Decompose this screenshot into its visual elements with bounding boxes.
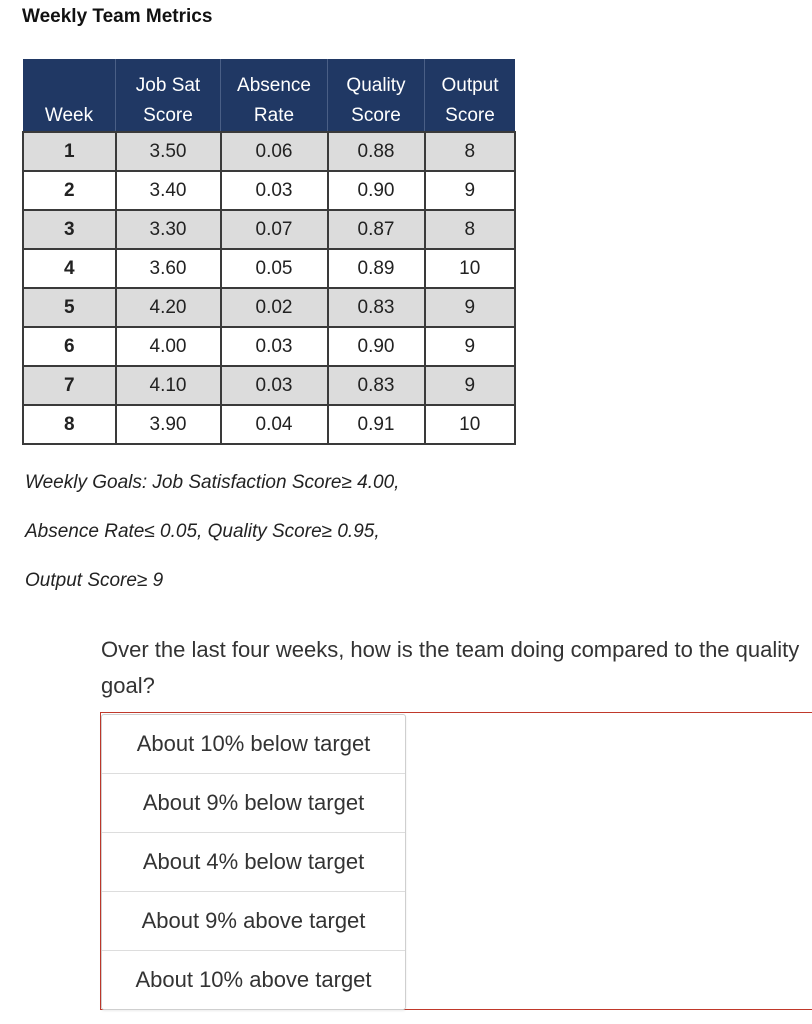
- goals-line-2: Absence Rate≤ 0.05, Quality Score≥ 0.95,: [25, 521, 380, 542]
- cell-absence: 0.04: [221, 405, 328, 444]
- cell-absence: 0.05: [221, 249, 328, 288]
- page-title: Weekly Team Metrics: [22, 6, 213, 27]
- cell-week: 7: [23, 366, 116, 405]
- goals-line-3: Output Score≥ 9: [25, 570, 164, 591]
- cell-output: 8: [425, 132, 516, 171]
- answer-option-9-above[interactable]: About 9% above target: [102, 891, 405, 950]
- table-row: [23, 288, 515, 327]
- cell-job-sat: 3.50: [116, 132, 221, 171]
- cell-week: 1: [23, 132, 116, 171]
- cell-week: 4: [23, 249, 116, 288]
- cell-job-sat: 4.00: [116, 327, 221, 366]
- cell-week: 5: [23, 288, 116, 327]
- cell-output: 8: [425, 210, 516, 249]
- table-header-row: [23, 59, 515, 132]
- answer-options: [101, 714, 406, 1010]
- cell-quality: 0.90: [328, 327, 425, 366]
- answer-option-4-below[interactable]: About 4% below target: [102, 832, 405, 891]
- cell-output: 9: [425, 171, 516, 210]
- table-row: [23, 327, 515, 366]
- header-quality-score: Quality Score: [328, 59, 425, 132]
- cell-absence: 0.03: [221, 327, 328, 366]
- cell-week: 8: [23, 405, 116, 444]
- header-job-sat-score: Job Sat Score: [116, 59, 221, 132]
- cell-job-sat: 4.20: [116, 288, 221, 327]
- cell-quality: 0.90: [328, 171, 425, 210]
- answer-option-10-below[interactable]: About 10% below target: [136, 731, 371, 756]
- cell-quality: 0.89: [328, 249, 425, 288]
- cell-quality: 0.88: [328, 132, 425, 171]
- cell-week: 3: [23, 210, 116, 249]
- cell-output: 9: [425, 366, 516, 405]
- table-row: [23, 366, 515, 405]
- cell-absence: 0.03: [221, 366, 328, 405]
- answer-option-9-below[interactable]: About 9% below target: [102, 773, 405, 832]
- cell-quality: 0.83: [328, 288, 425, 327]
- cell-job-sat: 3.90: [116, 405, 221, 444]
- table-row: [23, 405, 515, 444]
- cell-absence: 0.07: [221, 210, 328, 249]
- cell-output: 10: [425, 249, 516, 288]
- cell-absence: 0.06: [221, 132, 328, 171]
- cell-quality: 0.91: [328, 405, 425, 444]
- cell-job-sat: 4.10: [116, 366, 221, 405]
- cell-job-sat: 3.60: [116, 249, 221, 288]
- answer-option-10-above[interactable]: About 10% above target: [102, 950, 405, 1009]
- header-output-score: Output Score: [425, 59, 516, 132]
- cell-output: 9: [425, 327, 516, 366]
- table-row: [23, 249, 515, 288]
- cell-week: 6: [23, 327, 116, 366]
- cell-absence: 0.03: [221, 171, 328, 210]
- cell-week: 2: [23, 171, 116, 210]
- cell-quality: 0.83: [328, 366, 425, 405]
- cell-output: 9: [425, 288, 516, 327]
- table-row: [23, 210, 515, 249]
- cell-output: 10: [425, 405, 516, 444]
- cell-job-sat: 3.40: [116, 171, 221, 210]
- table-row: [23, 132, 515, 171]
- question-text: Over the last four weeks, how is the team doing compared to the quality goal?: [101, 637, 800, 698]
- header-absence-rate: Absence Rate: [221, 59, 328, 132]
- cell-job-sat: 3.30: [116, 210, 221, 249]
- goals-line-1: Weekly Goals: Job Satisfaction Score≥ 4.00,: [25, 472, 400, 493]
- metrics-table: [22, 59, 516, 445]
- cell-absence: 0.02: [221, 288, 328, 327]
- cell-quality: 0.87: [328, 210, 425, 249]
- table-row: [23, 171, 515, 210]
- header-week: Week: [23, 59, 116, 132]
